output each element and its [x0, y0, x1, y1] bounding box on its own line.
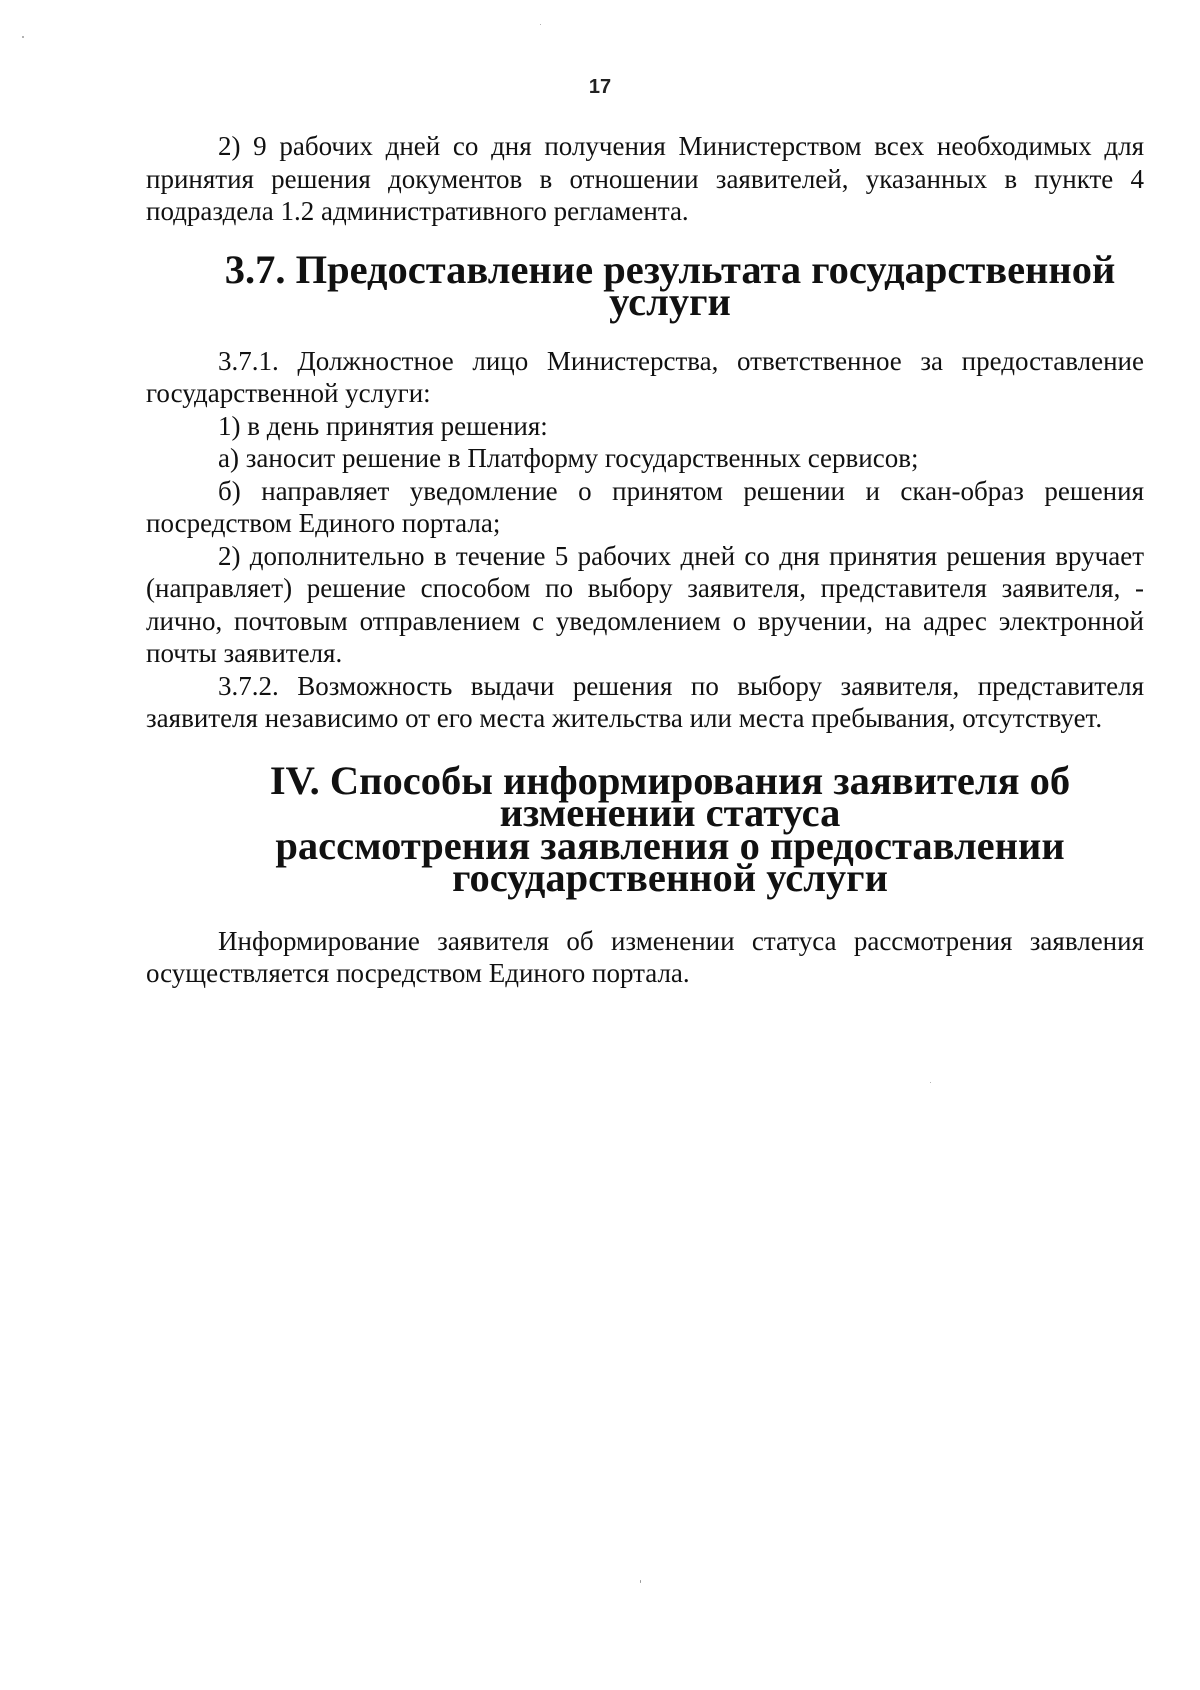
- section-iv-heading: [146, 757, 1144, 900]
- section-iv-heading-line1: IV. Способы информирования заявителя об изменении статуса: [269, 757, 1071, 835]
- paragraph-iv-informing: Информирование заявителя об изменении статуса рассмотрения заявления осуществляется посредством Единого портала.: [146, 925, 1144, 988]
- scan-speck: [540, 24, 541, 25]
- paragraph-3-7-1-item-2: 2) дополнительно в течение 5 рабочих дней со дня принятия решения вручает (направляет) решение способом по выбору заявителя, представителя заявителя, - лично, почтовым отправлением с уведомлением о вручении, на адрес электронной почты заявителя.: [146, 540, 1144, 668]
- section-3-7-heading: 3.7. Предоставление результата государственной услуги: [224, 246, 1116, 324]
- section-iv-heading-line2: рассмотрения заявления о предоставлении государственной услуги: [275, 822, 1065, 900]
- scan-speck: [930, 1082, 931, 1083]
- paragraph-3-7-1-item-a: а) заносит решение в Платформу государственных сервисов;: [218, 443, 919, 473]
- paragraph-item-2-deadline: 2) 9 рабочих дней со дня получения Министерством всех необходимых для принятия решения документов в отношении заявителей, указанных в пункте 4 подраздела 1.2 административного регламента.: [146, 131, 1144, 226]
- page-number: 17: [588, 76, 612, 98]
- scan-speck: [22, 36, 24, 38]
- scan-speck: [640, 1580, 641, 1583]
- page-content: [146, 130, 1144, 990]
- paragraph-3-7-1: 3.7.1. Должностное лицо Министерства, ответственное за предоставление государственной услуги:: [146, 345, 1144, 408]
- paragraph-3-7-2: 3.7.2. Возможность выдачи решения по выбору заявителя, представителя заявителя независимо от его места жительства или места пребывания, отсутствует.: [146, 670, 1144, 733]
- paragraph-3-7-1-item-b: б) направляет уведомление о принятом решении и скан-образ решения посредством Единого портала;: [146, 475, 1144, 538]
- paragraph-3-7-1-item-1: 1) в день принятия решения:: [218, 410, 548, 441]
